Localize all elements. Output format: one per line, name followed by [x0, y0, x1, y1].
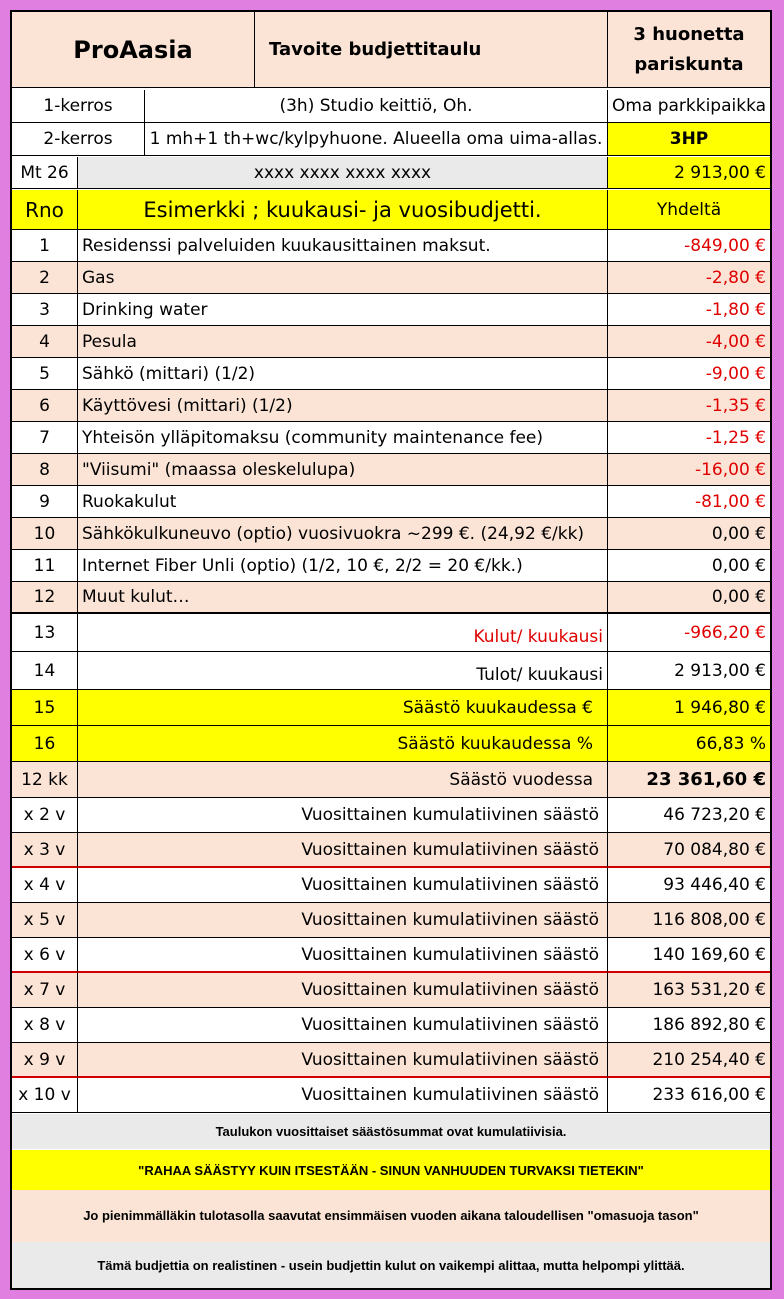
column-header-row	[12, 190, 770, 230]
floor-extra: 3HP	[608, 123, 770, 156]
row-number: 14	[12, 652, 78, 690]
expenses-monthly-label: Kulut/ kuukausi	[78, 614, 608, 652]
row-number: 5	[12, 358, 78, 390]
floor-label: 2-kerros	[12, 123, 145, 156]
savings-monthly-amount: 1 946,80 €	[608, 690, 770, 726]
expense-amount: -16,00 €	[608, 454, 770, 486]
expense-label: Käyttövesi (mittari) (1/2)	[78, 390, 608, 422]
income-row	[12, 157, 770, 189]
expense-label: Muut kulut…	[78, 582, 608, 614]
cumulative-label: Vuosittainen kumulatiivinen säästö	[78, 938, 608, 973]
row-number: 12	[12, 582, 78, 614]
year-multiplier: x 6 v	[12, 938, 78, 973]
row-number: 15	[12, 690, 78, 726]
expense-amount: -1,80 €	[608, 294, 770, 326]
floor-label: 1-kerros	[12, 90, 145, 123]
expense-row	[12, 358, 770, 390]
summary-row-13	[12, 614, 770, 652]
cumulative-label: Vuosittainen kumulatiivinen säästö	[78, 973, 608, 1008]
row-number: 12 kk	[12, 762, 78, 798]
income-monthly-amount: 2 913,00 €	[608, 652, 770, 690]
row-number: 9	[12, 486, 78, 518]
footer-note-cumulative: Taulukon vuosittaiset säästösummat ovat kumulatiivisia.	[12, 1114, 770, 1150]
summary-row-15	[12, 690, 770, 726]
cumulative-amount: 186 892,80 €	[608, 1008, 770, 1043]
header-row	[12, 12, 770, 88]
expense-row	[12, 390, 770, 422]
expense-label: Pesula	[78, 326, 608, 358]
footer-note-realistic: Tämä budjettia on realistinen - usein budjettin kulut on vaikempi alittaa, mutta helpompi ylittää.	[12, 1242, 770, 1288]
row-number: 3	[12, 294, 78, 326]
summary-row-16	[12, 726, 770, 762]
cumulative-row	[12, 938, 770, 973]
cumulative-row	[12, 868, 770, 903]
expense-row	[12, 294, 770, 326]
year-multiplier: x 10 v	[12, 1078, 78, 1113]
expense-amount: -81,00 €	[608, 486, 770, 518]
cumulative-amount: 140 169,60 €	[608, 938, 770, 973]
expense-row	[12, 326, 770, 358]
expense-row	[12, 486, 770, 518]
expense-row	[12, 454, 770, 486]
expense-label: Drinking water	[78, 294, 608, 326]
expense-label: Sähkö (mittari) (1/2)	[78, 358, 608, 390]
expense-label: Residenssi palveluiden kuukausittainen maksut.	[78, 230, 608, 262]
column-rno: Rno	[12, 190, 78, 230]
cumulative-row	[12, 1043, 770, 1078]
row-number: 16	[12, 726, 78, 762]
cumulative-label: Vuosittainen kumulatiivinen säästö	[78, 1008, 608, 1043]
cumulative-row	[12, 1078, 770, 1113]
expense-row	[12, 422, 770, 454]
expense-row	[12, 230, 770, 262]
income-amount: 2 913,00 €	[608, 157, 770, 189]
column-total: Yhdeltä	[608, 190, 770, 230]
cumulative-label: Vuosittainen kumulatiivinen säästö	[78, 868, 608, 903]
row-number: 4	[12, 326, 78, 358]
apartment-line-2: pariskunta	[634, 53, 744, 75]
expenses-monthly-amount: -966,20 €	[608, 614, 770, 652]
budget-sheet	[10, 10, 772, 1290]
row-number: 2	[12, 262, 78, 294]
summary-row-year	[12, 762, 770, 798]
row-number: 13	[12, 614, 78, 652]
expense-label: Ruokakulut	[78, 486, 608, 518]
cumulative-amount: 163 531,20 €	[608, 973, 770, 1008]
cumulative-label: Vuosittainen kumulatiivinen säästö	[78, 903, 608, 938]
expense-amount: -1,35 €	[608, 390, 770, 422]
income-monthly-label: Tulot/ kuukausi	[78, 652, 608, 690]
expense-amount: -1,25 €	[608, 422, 770, 454]
savings-percent-label: Säästö kuukaudessa %	[78, 726, 608, 762]
summary-row-14	[12, 652, 770, 690]
year-multiplier: x 5 v	[12, 903, 78, 938]
sheet-title: Tavoite budjettitaulu	[255, 12, 608, 88]
income-label: Mt 26	[12, 157, 78, 189]
expense-amount: -4,00 €	[608, 326, 770, 358]
cumulative-row	[12, 973, 770, 1008]
cumulative-amount: 116 808,00 €	[608, 903, 770, 938]
year-multiplier: x 9 v	[12, 1043, 78, 1078]
row-number: 6	[12, 390, 78, 422]
savings-yearly-label: Säästö vuodessa	[78, 762, 608, 798]
floor-description: 1 mh+1 th+wc/kylpyhuone. Alueella oma uima-allas.	[145, 123, 608, 156]
cumulative-row	[12, 833, 770, 868]
savings-percent-amount: 66,83 %	[608, 726, 770, 762]
year-multiplier: x 8 v	[12, 1008, 78, 1043]
cumulative-amount: 93 446,40 €	[608, 868, 770, 903]
expense-label: Gas	[78, 262, 608, 294]
savings-monthly-label: Säästö kuukaudessa €	[78, 690, 608, 726]
expense-row	[12, 262, 770, 294]
floor-row-2	[12, 123, 770, 156]
cumulative-amount: 233 616,00 €	[608, 1078, 770, 1113]
expense-amount: -9,00 €	[608, 358, 770, 390]
footer-slogan: "RAHAA SÄÄSTYY KUIN ITSESTÄÄN - SINUN VANHUUDEN TURVAKSI TIETEKIN"	[12, 1150, 770, 1190]
floor-description: (3h) Studio keittiö, Oh.	[145, 90, 608, 123]
expense-label: Yhteisön ylläpitomaksu (community maintenance fee)	[78, 422, 608, 454]
apartment-line-1: 3 huonetta	[633, 23, 745, 45]
floor-extra: Oma parkkipaikka	[608, 90, 770, 123]
expense-amount: -2,80 €	[608, 262, 770, 294]
cumulative-label: Vuosittainen kumulatiivinen säästö	[78, 833, 608, 868]
cumulative-label: Vuosittainen kumulatiivinen säästö	[78, 1043, 608, 1078]
cumulative-row	[12, 798, 770, 833]
expense-label: Sähkökulkuneuvo (optio) vuosivuokra ~299 €. (24,92 €/kk)	[78, 518, 608, 550]
cumulative-amount: 210 254,40 €	[608, 1043, 770, 1078]
year-multiplier: x 7 v	[12, 973, 78, 1008]
expense-amount: 0,00 €	[608, 550, 770, 582]
row-number: 8	[12, 454, 78, 486]
row-number: 10	[12, 518, 78, 550]
column-title: Esimerkki ; kuukausi- ja vuosibudjetti.	[78, 190, 608, 230]
cumulative-row	[12, 903, 770, 938]
expense-row	[12, 550, 770, 582]
expense-row	[12, 518, 770, 550]
expense-label: "Viisumi" (maassa oleskelulupa)	[78, 454, 608, 486]
expense-label: Internet Fiber Unli (optio) (1/2, 10 €, 2/2 = 20 €/kk.)	[78, 550, 608, 582]
cumulative-label: Vuosittainen kumulatiivinen säästö	[78, 798, 608, 833]
expense-amount: 0,00 €	[608, 582, 770, 614]
expense-amount: 0,00 €	[608, 518, 770, 550]
expense-row	[12, 582, 770, 614]
cumulative-amount: 46 723,20 €	[608, 798, 770, 833]
year-multiplier: x 4 v	[12, 868, 78, 903]
expense-amount: -849,00 €	[608, 230, 770, 262]
year-multiplier: x 3 v	[12, 833, 78, 868]
footer-note-income: Jo pienimmälläkin tulotasolla saavutat ensimmäisen vuoden aikana taloudellisen "omasuoja tason"	[12, 1190, 770, 1242]
row-number: 7	[12, 422, 78, 454]
income-description: xxxx xxxx xxxx xxxx	[78, 157, 608, 189]
row-number: 1	[12, 230, 78, 262]
cumulative-label: Vuosittainen kumulatiivinen säästö	[78, 1078, 608, 1113]
row-number: 11	[12, 550, 78, 582]
cumulative-amount: 70 084,80 €	[608, 833, 770, 868]
floor-row-1	[12, 90, 770, 123]
year-multiplier: x 2 v	[12, 798, 78, 833]
cumulative-row	[12, 1008, 770, 1043]
brand-name: ProAasia	[12, 12, 255, 88]
savings-yearly-amount: 23 361,60 €	[608, 762, 770, 798]
apartment-type	[608, 12, 770, 88]
